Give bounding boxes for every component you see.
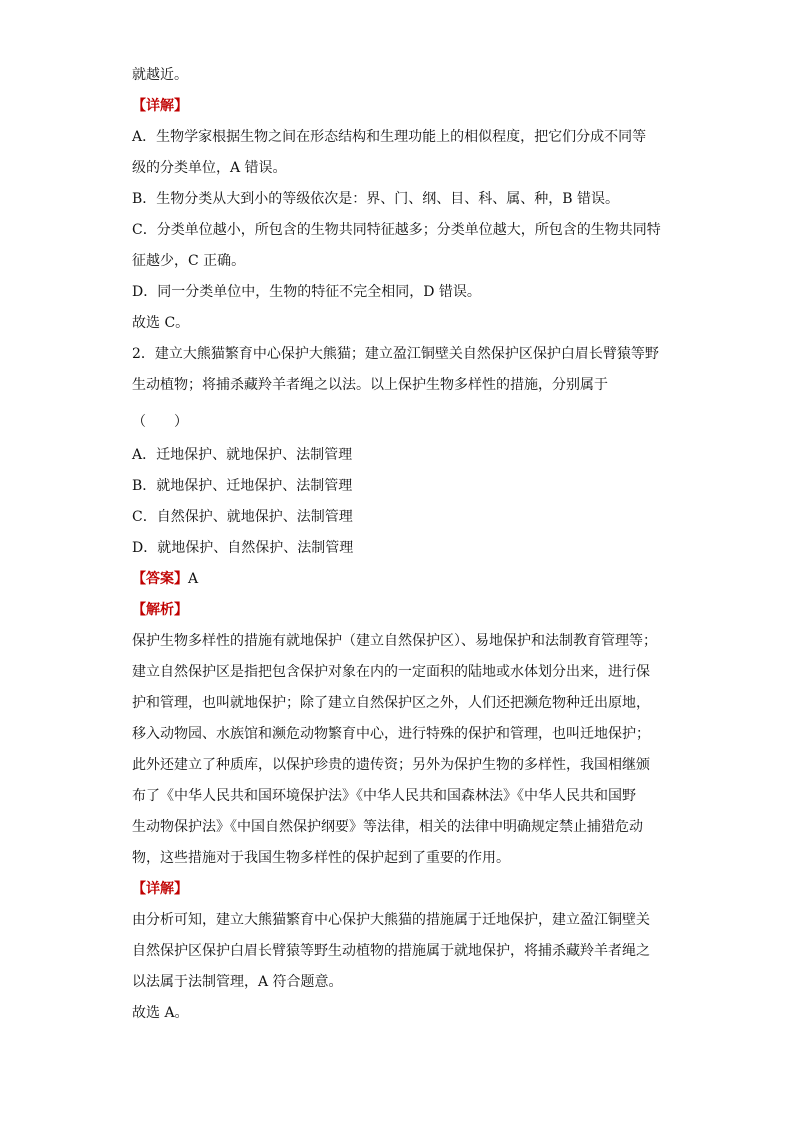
conclusion-line: 故选 C。 [132, 315, 190, 331]
answer-heading: 【答案】 [132, 571, 188, 587]
analysis-heading: 【解析】 [132, 602, 188, 618]
text-line: 以法属于法制管理，A 符合题意。 [132, 974, 343, 990]
text-line: 护和管理，也叫就地保护；除了建立自然保护区之外，人们还把濒危物种迁出原地， [132, 695, 650, 711]
text-line: A．生物学家根据生物之间在形态结构和生理功能上的相似程度，把它们分成不同等 [132, 129, 647, 145]
option-c: C．自然保护、就地保护、法制管理 [132, 509, 353, 525]
answer-value: A [188, 571, 199, 587]
text-line: 级的分类单位，A 错误。 [132, 160, 287, 176]
text-line: 自然保护区保护白眉长臂猿等野生动植物的措施属于就地保护，将捕杀藏羚羊者绳之 [132, 943, 650, 959]
text-line: 就越近。 [132, 67, 188, 83]
text-line: 生动物保护法》《中国自然保护纲要》等法律，相关的法律中明确规定禁止捕猎危动 [132, 819, 643, 835]
option-b: B．就地保护、迁地保护、法制管理 [132, 478, 353, 494]
detail-heading: 【详解】 [132, 98, 188, 114]
text-line: 移入动物园、水族馆和濒危动物繁育中心，进行特殊的保护和管理，也叫迁地保护； [132, 726, 650, 742]
text-line: 建立自然保护区是指把包含保护对象在内的一定面积的陆地或水体划分出来，进行保 [132, 664, 650, 680]
answer-blank: （ ） [132, 414, 188, 430]
text-line: 此外还建立了种质库，以保护珍贵的遗传资；另外为保护生物的多样性，我国相继颁 [132, 757, 650, 773]
text-line: C．分类单位越小，所包含的生物共同特征越多；分类单位越大，所包含的生物共同特 [132, 222, 661, 238]
text-line: 物，这些措施对于我国生物多样性的保护起到了重要的作用。 [132, 850, 510, 866]
text-line: B．生物分类从大到小的等级依次是：界、门、纲、目、科、属、种，B 错误。 [132, 191, 620, 207]
text-line: 保护生物多样性的措施有就地保护（建立自然保护区）、易地保护和法制教育管理等； [132, 633, 657, 649]
answer-line [132, 564, 662, 595]
option-a: A．迁地保护、就地保护、法制管理 [132, 447, 353, 463]
conclusion-line: 故选 A。 [132, 1005, 189, 1021]
option-d: D．就地保护、自然保护、法制管理 [132, 540, 354, 556]
detail-heading: 【详解】 [132, 881, 188, 897]
question-stem: 2．建立大熊猫繁育中心保护大熊猫；建立盈江铜壁关自然保护区保护白眉长臂猿等野 [132, 346, 659, 362]
text-line: 征越少，C 正确。 [132, 253, 246, 269]
text-line: D．同一分类单位中，生物的特征不完全相同，D 错误。 [132, 284, 481, 300]
text-line: 布了《中华人民共和国环境保护法》《中华人民共和国森林法》《中华人民共和国野 [132, 788, 636, 804]
question-stem: 生动植物；将捕杀藏羚羊者绳之以法。以上保护生物多样性的措施，分别属于 [132, 377, 608, 393]
text-line: 由分析可知，建立大熊猫繁育中心保护大熊猫的措施属于迁地保护，建立盈江铜壁关 [132, 912, 650, 928]
document-body [132, 60, 662, 1029]
